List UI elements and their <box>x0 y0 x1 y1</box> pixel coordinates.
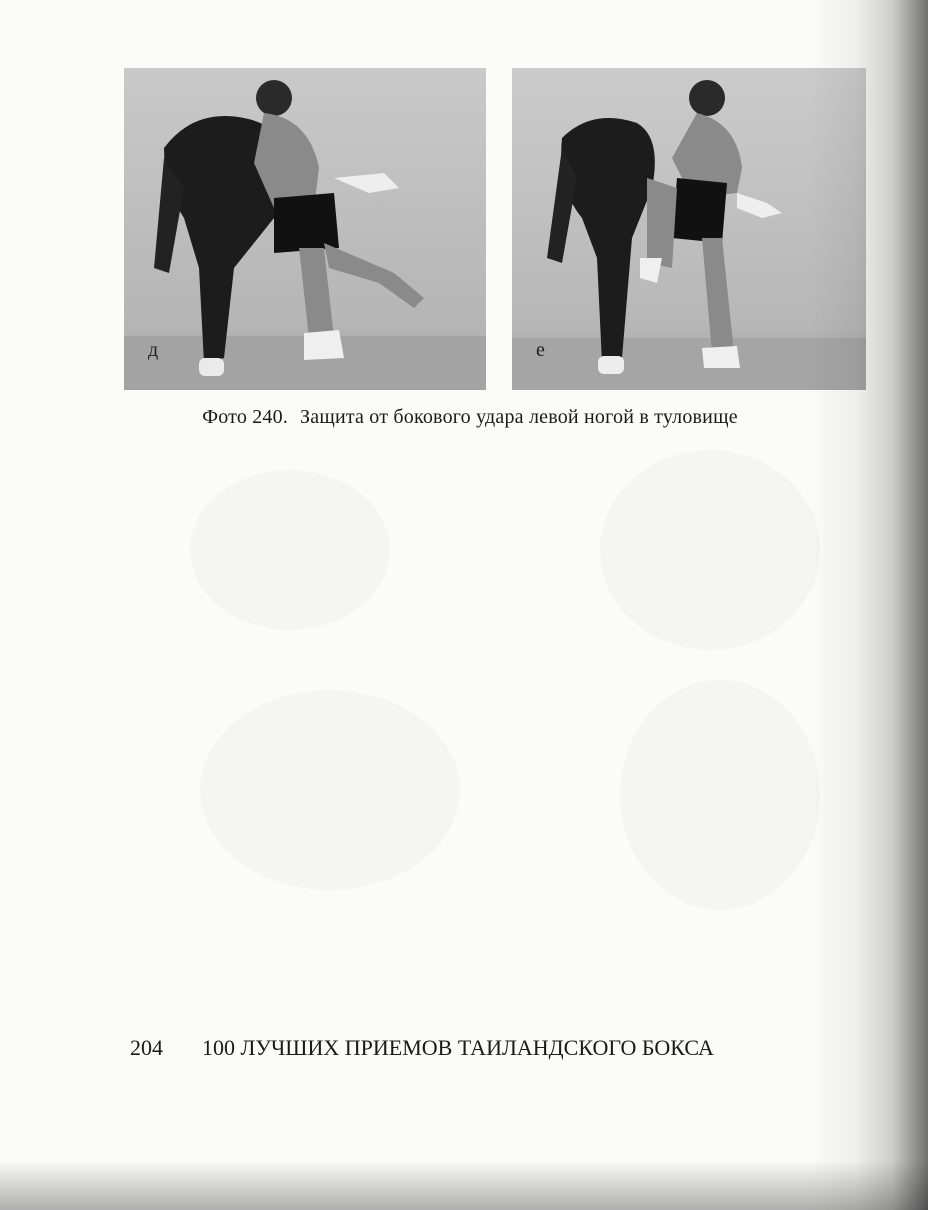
page-number: 204 <box>130 1035 163 1060</box>
caption-text: Защита от бокового удара левой ногой в туловище <box>300 406 738 428</box>
photo-letter: е <box>536 339 545 361</box>
bleed-through <box>190 470 390 630</box>
bleed-through <box>620 680 820 910</box>
caption-number: Фото 240. <box>202 406 289 428</box>
running-title: 100 ЛУЧШИХ ПРИЕМОВ ТАИЛАНДСКОГО БОКСА <box>202 1035 714 1060</box>
bleed-through <box>600 450 820 650</box>
scan-edge-shadow <box>808 0 928 1210</box>
page-footer <box>130 1035 714 1061</box>
photo-letter: д <box>148 339 159 361</box>
photo-d-illustration <box>124 68 486 390</box>
photo-d <box>124 68 486 390</box>
scan-bottom-shadow <box>0 1160 928 1210</box>
bleed-through <box>200 690 460 890</box>
figure-caption <box>0 406 928 429</box>
